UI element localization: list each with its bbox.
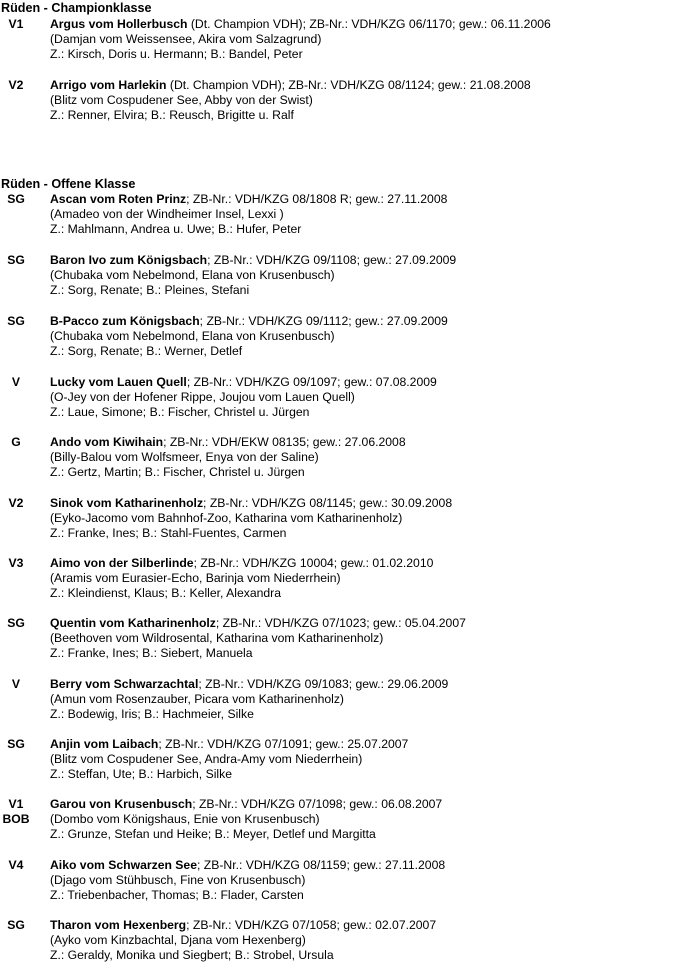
entry-text	[50, 192, 695, 237]
entry-text	[50, 496, 695, 541]
entry-arrigo	[0, 78, 700, 124]
dog-parents: (Djago vom Stühbusch, Fine von Krusenbusch)	[50, 873, 306, 888]
dog-name: Tharon vom Hexenberg	[50, 918, 187, 932]
section-title-offene-klasse: Rüden - Offene Klasse	[1, 177, 136, 191]
dog-details: ; ZB-Nr.: VDH/KZG 08/1808 R; gew.: 27.11.2008	[186, 192, 448, 206]
dog-title-line	[50, 375, 695, 390]
grade-label: SG	[7, 314, 25, 328]
grade-cell	[0, 918, 32, 933]
entry-b-pacco	[0, 314, 700, 360]
grade-cell	[0, 253, 32, 268]
dog-owners: Z.: Franke, Ines; B.: Siebert, Manuela	[50, 646, 253, 661]
dog-details: ; ZB-Nr.: VDH/KZG 07/1023; gew.: 05.04.2007	[215, 616, 466, 630]
dog-owners: Z.: Kleindienst, Klaus; B.: Keller, Alexandra	[50, 586, 282, 601]
dog-title-line	[50, 253, 695, 268]
dog-details: (Dt. Champion VDH); ZB-Nr.: VDH/KZG 08/1124; gew.: 21.08.2008	[166, 78, 531, 92]
dog-details: ; ZB-Nr.: VDH/KZG 08/1145; gew.: 30.09.2008	[203, 496, 453, 510]
grade-cell	[0, 858, 32, 873]
dog-name: Arrigo vom Harlekin	[50, 78, 167, 92]
dog-parents: (Amun vom Rosenzauber, Picara vom Katharinenholz)	[50, 692, 344, 707]
grade-label: SG	[7, 918, 25, 932]
entry-sinok	[0, 496, 700, 542]
entry-argus	[0, 17, 700, 63]
grade-cell	[0, 556, 32, 571]
dog-details: ; ZB-Nr.: VDH/KZG 09/1108; gew.: 27.09.2009	[207, 253, 457, 267]
grade-label: V4	[8, 858, 24, 872]
entry-ascan	[0, 192, 700, 238]
grade-cell	[0, 737, 32, 752]
dog-name: B-Pacco zum Königsbach	[50, 314, 200, 328]
grade-label: V3	[8, 556, 24, 570]
grade-label: G	[11, 435, 21, 449]
dog-title-line	[50, 918, 695, 933]
grade-label: V	[11, 677, 21, 691]
grade-cell	[0, 677, 32, 692]
dog-title-line	[50, 556, 695, 571]
entry-quentin	[0, 616, 700, 662]
entry-text	[50, 314, 695, 359]
grade-label: SG	[7, 737, 25, 751]
dog-parents: (Billy-Balou vom Wolfsmeer, Enya von der Saline)	[50, 450, 319, 465]
dog-name: Ando vom Kiwihain	[50, 435, 164, 449]
dog-name: Berry vom Schwarzachtal	[50, 677, 199, 691]
dog-parents: (Chubaka vom Nebelmond, Elana von Krusenbusch)	[50, 329, 335, 344]
dog-owners: Z.: Franke, Ines; B.: Stahl-Fuentes, Carmen	[50, 526, 287, 541]
dog-title-line	[50, 435, 695, 450]
dog-details: ; ZB-Nr.: VDH/EKW 08135; gew.: 27.06.2008	[163, 435, 406, 449]
entry-text	[50, 858, 695, 903]
dog-details: ; ZB-Nr.: VDH/KZG 09/1097; gew.: 07.08.2009	[186, 375, 437, 389]
dog-title-line	[50, 616, 695, 631]
grade-cell	[0, 797, 32, 827]
entry-text	[50, 78, 695, 123]
grade-cell	[0, 78, 32, 93]
dog-parents: (Dombo vom Königshaus, Enie von Krusenbusch)	[50, 812, 320, 827]
dog-name: Ascan vom Roten Prinz	[50, 192, 187, 206]
dog-name: Quentin vom Katharinenholz	[50, 616, 216, 630]
dog-name: Aimo von der Silberlinde	[50, 556, 194, 570]
dog-name: Aiko vom Schwarzen See	[50, 858, 197, 872]
dog-parents: (Blitz vom Cospudener See, Abby von der Swist)	[50, 93, 313, 108]
dog-title-line	[50, 314, 695, 329]
entry-aiko	[0, 858, 700, 904]
dog-title-line	[50, 17, 695, 32]
dog-details: ; ZB-Nr.: VDH/KZG 08/1159; gew.: 27.11.2008	[196, 858, 446, 872]
grade-cell	[0, 496, 32, 511]
dog-title-line	[50, 797, 695, 812]
dog-parents: (Eyko-Jacomo vom Bahnhof-Zoo, Katharina vom Katharinenholz)	[50, 511, 403, 526]
dog-name: Argus vom Hollerbusch	[50, 17, 188, 31]
grade-label: SG	[7, 616, 25, 630]
dog-owners: Z.: Kirsch, Doris u. Hermann; B.: Bandel, Peter	[50, 47, 303, 62]
entry-text	[50, 918, 695, 963]
dog-name: Baron Ivo zum Königsbach	[50, 253, 208, 267]
entry-aimo	[0, 556, 700, 602]
dog-name: Sinok vom Katharinenholz	[50, 496, 204, 510]
dog-title-line	[50, 858, 695, 873]
grade-label: V	[11, 375, 21, 389]
dog-details: ; ZB-Nr.: VDH/KZG 07/1058; gew.: 02.07.2007	[186, 918, 437, 932]
section-title-championklasse: Rüden - Championklasse	[1, 1, 152, 15]
entry-text	[50, 616, 695, 661]
dog-details: ; ZB-Nr.: VDH/KZG 07/1091; gew.: 25.07.2007	[158, 737, 409, 751]
dog-parents: (Chubaka vom Nebelmond, Elana von Krusenbusch)	[50, 268, 335, 283]
entry-text	[50, 737, 695, 782]
entry-lucky	[0, 375, 700, 421]
entry-baron-ivo	[0, 253, 700, 299]
grade-cell	[0, 435, 32, 450]
grade-label: V2	[8, 496, 24, 510]
dog-details: ; ZB-Nr.: VDH/KZG 09/1112; gew.: 27.09.2009	[199, 314, 448, 328]
dog-owners: Z.: Steffan, Ute; B.: Harbich, Silke	[50, 767, 232, 782]
entry-berry	[0, 677, 700, 723]
dog-details: ; ZB-Nr.: VDH/KZG 10004; gew.: 01.02.2010	[193, 556, 434, 570]
grade-label: V1	[8, 17, 24, 31]
dog-title-line	[50, 677, 695, 692]
entry-text	[50, 253, 695, 298]
dog-owners: Z.: Gertz, Martin; B.: Fischer, Christel u. Jürgen	[50, 465, 305, 480]
dog-details: ; ZB-Nr.: VDH/KZG 07/1098; gew.: 06.08.2007	[192, 797, 443, 811]
entry-ando	[0, 435, 700, 481]
entry-text	[50, 677, 695, 722]
entry-text	[50, 375, 695, 420]
dog-name: Anjin vom Laibach	[50, 737, 159, 751]
dog-owners: Z.: Mahlmann, Andrea u. Uwe; B.: Hufer, Peter	[50, 222, 302, 237]
grade-cell	[0, 192, 32, 207]
entry-text	[50, 797, 695, 842]
grade-label: SG	[7, 192, 25, 206]
dog-parents: (Damjan vom Weissensee, Akira vom Salzagrund)	[50, 32, 322, 47]
entry-text	[50, 17, 695, 62]
dog-parents: (Beethoven vom Wildrosental, Katharina vom Katharinenholz)	[50, 631, 384, 646]
grade-label: V1	[8, 797, 24, 811]
grade-cell	[0, 17, 32, 32]
dog-title-line	[50, 78, 695, 93]
grade-cell	[0, 616, 32, 631]
dog-details: ; ZB-Nr.: VDH/KZG 09/1083; gew.: 29.06.2009	[198, 677, 449, 691]
grade-cell	[0, 314, 32, 329]
dog-owners: Z.: Laue, Simone; B.: Fischer, Christel u. Jürgen	[50, 405, 310, 420]
dog-details: (Dt. Champion VDH); ZB-Nr.: VDH/KZG 06/1170; gew.: 06.11.2006	[187, 17, 551, 31]
dog-title-line	[50, 737, 695, 752]
entry-tharon	[0, 918, 700, 964]
dog-owners: Z.: Sorg, Renate; B.: Werner, Detlef	[50, 344, 243, 359]
entry-anjin	[0, 737, 700, 783]
grade-label: SG	[7, 253, 25, 267]
dog-owners: Z.: Geraldy, Monika und Siegbert; B.: Strobel, Ursula	[50, 948, 334, 963]
award-label: BOB	[2, 812, 30, 827]
dog-owners: Z.: Grunze, Stefan und Heike; B.: Meyer, Detlef und Margitta	[50, 827, 376, 842]
grade-cell	[0, 375, 32, 390]
entry-text	[50, 556, 695, 601]
dog-parents: (O-Jey von der Hofener Rippe, Joujou vom Lauen Quell)	[50, 390, 355, 405]
dog-parents: (Amadeo von der Windheimer Insel, Lexxi )	[50, 207, 284, 222]
dog-owners: Z.: Triebenbacher, Thomas; B.: Flader, Carsten	[50, 888, 304, 903]
entry-garou	[0, 797, 700, 843]
dog-name: Lucky vom Lauen Quell	[50, 375, 187, 389]
dog-parents: (Blitz vom Cospudener See, Andra-Amy vom Niederrhein)	[50, 752, 363, 767]
dog-parents: (Aramis vom Eurasier-Echo, Barinja vom Niederrhein)	[50, 571, 341, 586]
dog-title-line	[50, 192, 695, 207]
grade-label: V2	[8, 78, 24, 92]
dog-owners: Z.: Bodewig, Iris; B.: Hachmeier, Silke	[50, 707, 254, 722]
entry-text	[50, 435, 695, 480]
dog-name: Garou von Krusenbusch	[50, 797, 193, 811]
dog-owners: Z.: Sorg, Renate; B.: Pleines, Stefani	[50, 283, 250, 298]
dog-parents: (Ayko vom Kinzbachtal, Djana vom Hexenberg)	[50, 933, 306, 948]
dog-title-line	[50, 496, 695, 511]
dog-owners: Z.: Renner, Elvira; B.: Reusch, Brigitte u. Ralf	[50, 108, 294, 123]
